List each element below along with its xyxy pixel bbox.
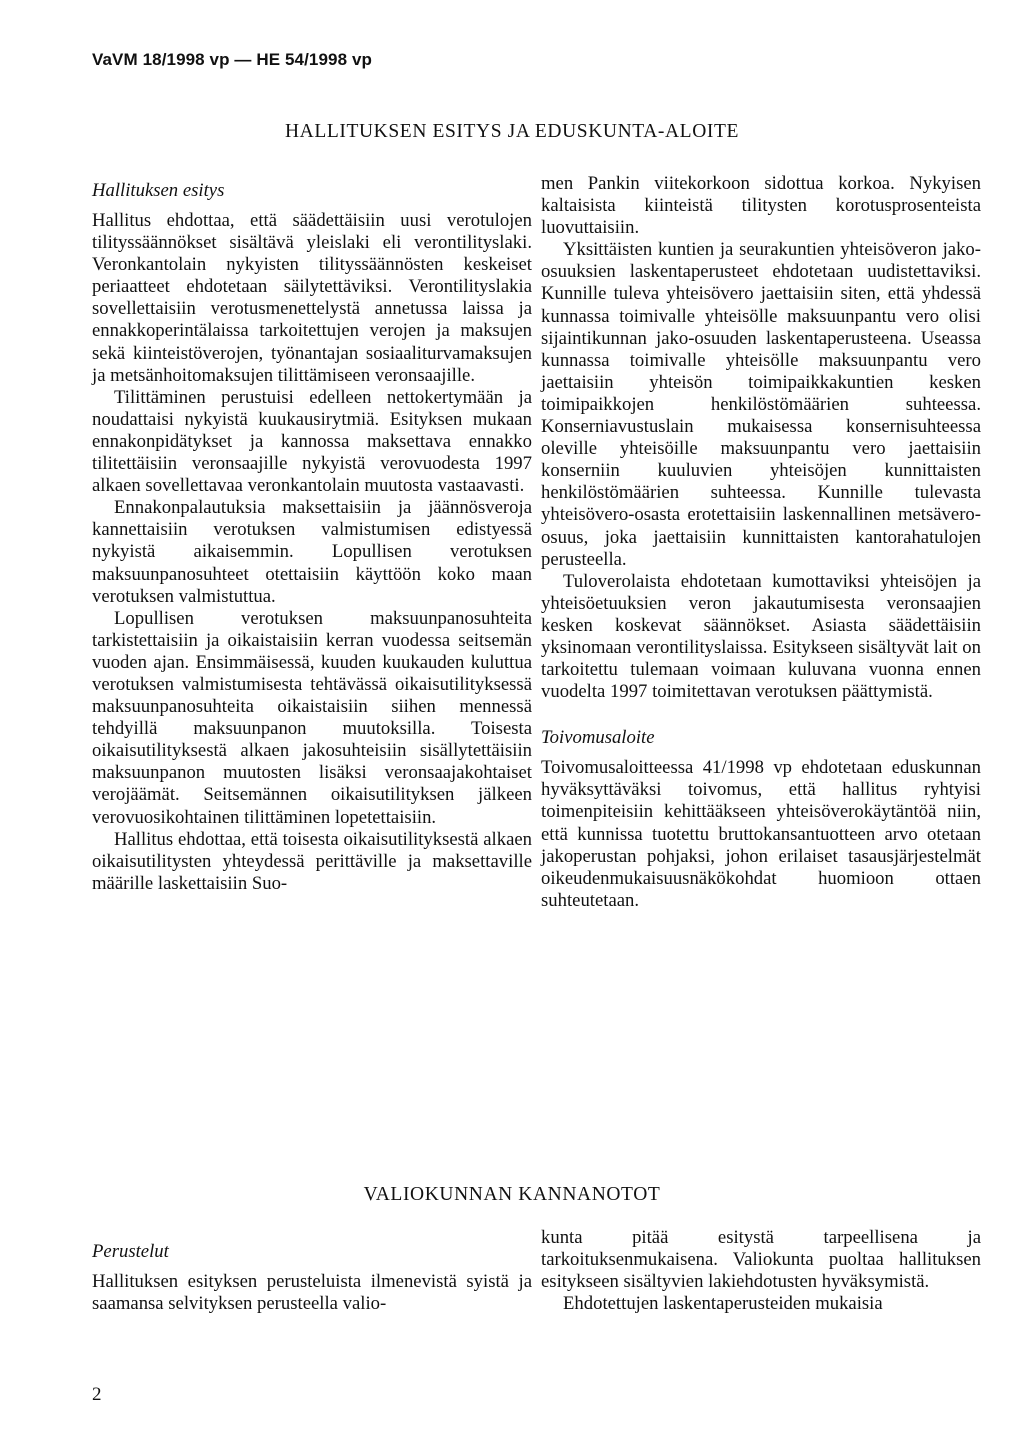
paragraph: Toivomusaloitteessa 41/1998 vp ehdotetaan eduskunnan hyväksyttäväksi toivomus, että hallitus ryhtyisi toimenpiteisiin kehittääkseen yhteisöverokäytäntöä niin, että kunnissa tuotettu bruttokansantuotteen arvo otetaan jakoperustan pohjaksi, johon erilaiset tasausjärjestelmät oikeudenmukaisuusnäkökohdat huomioon ottaen suhteutetaan. — [541, 757, 981, 911]
section2-right-column — [541, 1227, 981, 1315]
paragraph: kunta pitää esitystä tarpeellisena ja tarkoituksenmukaisena. Valiokunta puoltaa hallituksen esitykseen sisältyvien lakiehdotusten hyväksymistä. — [541, 1227, 981, 1293]
paragraph: Ennakonpalautuksia maksettaisiin ja jäännösveroja kannettaisiin verotuksen valmistumisen edistyessä nykyistä aikaisemmin. Lopullisen verotuksen maksuunpanosuhteet otettaisiin käyttöön koko maan verotuksen valmistuttua. — [92, 497, 532, 607]
paragraph: Tuloverolaista ehdotetaan kumottaviksi yhteisöjen ja yhteisöetuuksien veron jakautumisesta veronsaajien kesken koskevat säännökset. Asiasta säädettäisiin yksinomaan verontilityslaissa. Esitykseen sisältyvät lait on tarkoitettu tulemaan voimaan kuluvana vuonna ennen vuodelta 1997 toimitettavan verotuksen päättymistä. — [541, 570, 981, 703]
paragraph: Hallitus ehdottaa, että säädettäisiin uusi verotulojen tilityssäännökset sisältävä yleislaki eli verontilityslaki. Veronkantolain nykyisten tilityssäännösten keskeiset periaatteet ehdotetaan säilytettäviksi. Verontilityslakia sovellettaisiin verotusmenettelystä annetussa laissa ja ennakkoperintälaissa tarkoitettujen verojen ja maksujen sekä kiinteistöverojen, työnantajan sosiaaliturvamaksujen ja metsänhoitomaksujen tilittämiseen veronsaajille. — [92, 210, 532, 386]
section-title-committee: VALIOKUNNAN KANNANOTOT — [363, 1184, 661, 1205]
section1-left-column — [92, 180, 532, 895]
heading-hallituksen-esitys: Hallituksen esitys — [92, 180, 225, 201]
paragraph: Yksittäisten kuntien ja seurakuntien yhteisöveron jako-osuuksien laskentaperusteet ehdotetaan uudistettaviksi. Kunnille tuleva yhteisövero jaettaisiin siten, että yhdessä kunnassa toimivalle yhteisölle maksuunpantu vero olisi sijaintikunnan jako-osuuden laskentaperusteena. Useassa kunnassa toimivalle yhteisölle maksuunpantu vero jaettaisiin yhteisön toimipaikkakuntien kesken toimipaikkojen henkilöstömäärien suhteessa. Konserniavustuslain mukaisessa konsernisuhteessa oleville yhteisöille maksuunpantu vero jaettaisiin konserniin kuuluvien yhteisöjen kunnittaisten henkilöstömäärien suhteessa. Kunnille tulevasta yhteisövero-osasta erotettaisiin laskennallinen metsävero-osuus, joka jaettaisiin kunnittaisten kantorahatulojen perusteella. — [541, 239, 981, 570]
section2-left-column — [92, 1241, 532, 1315]
paragraph: Ehdotettujen laskentaperusteiden mukaisia — [563, 1293, 883, 1315]
heading-toivomusaloite: Toivomusaloite — [541, 727, 655, 749]
heading-perustelut: Perustelut — [92, 1241, 169, 1262]
paragraph: Hallituksen esityksen perusteluista ilmenevistä syistä ja saamansa selvityksen perusteella valio- — [92, 1271, 532, 1315]
paragraph: Hallitus ehdottaa, että toisesta oikaisutilityksestä alkaen oikaisutilitysten yhteydessä perittäville ja maksettaville määrille laskettaisiin Suo- — [92, 828, 532, 894]
paragraph: men Pankin viitekorkoon sidottua korkoa. Nykyisen kaltaisista kiinteistä tilitysten korotusprosenteista luovuttaisiin. — [541, 173, 981, 239]
page-number: 2 — [92, 1384, 102, 1405]
paragraph: Lopullisen verotuksen maksuunpanosuhteita tarkistettaisiin ja oikaistaisiin kerran vuodessa seitsemän vuoden ajan. Ensimmäisessä, kuuden kuukauden kuluttua verotuksen valmistumisesta tehtävässä oikaisutilityksessä maksuunpanosuhteita oikaistaisiin siihen mennessä tehdyillä maksuunpanon muutoksilla. Toisesta oikaisutilityksestä alkaen jakosuhteisiin sisällytettäisiin maksuunpanon muutosten lisäksi veronsaajakohtaiset verojäämät. Seitsemännen oikaisutilityksen jälkeen verovuosikohtainen tilittäminen lopetettaisiin. — [92, 607, 532, 828]
section-title-proposal: HALLITUKSEN ESITYS JA EDUSKUNTA-ALOITE — [285, 121, 739, 142]
running-header: VaVM 18/1998 vp — HE 54/1998 vp — [92, 50, 372, 69]
paragraph: Tilittäminen perustuisi edelleen nettokertymään ja noudattaisi nykyistä kuukausirytmiä. Esityksen mukaan ennakonpidätykset ja kannossa maksettava ennakko tilitettäisiin veronsaajille nykyistä verovuodesta 1997 alkaen sovellettavaa veronkantolain muutosta vastaavasti. — [92, 386, 532, 497]
section1-right-column — [541, 173, 981, 912]
